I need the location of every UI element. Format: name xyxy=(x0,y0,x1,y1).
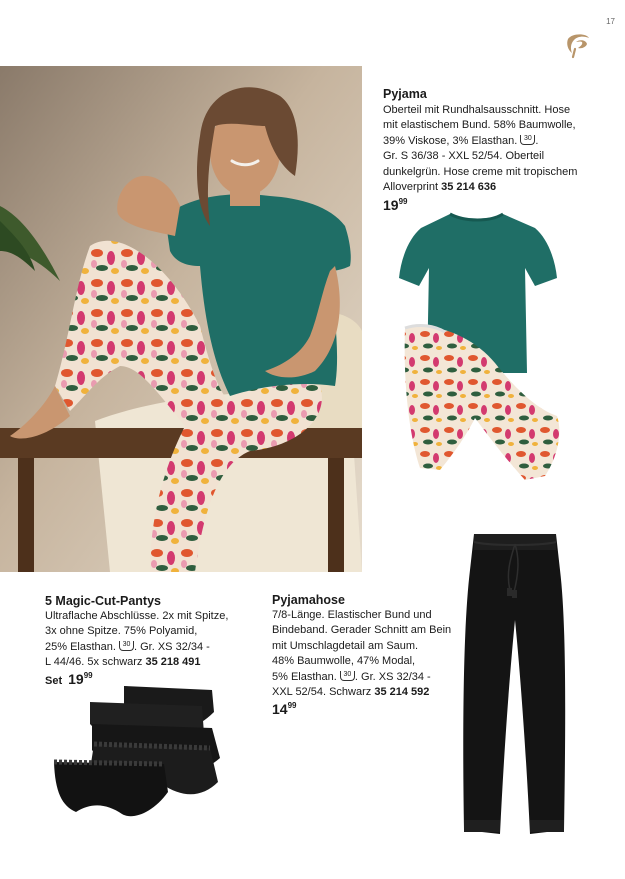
pantys-price-cents: 99 xyxy=(83,671,93,680)
pantys-desc-line: 25% Elasthan. 30 . Gr. XS 32/34 - xyxy=(45,640,210,653)
pyjama-price-cents: 99 xyxy=(398,197,408,206)
pyjama-product-image xyxy=(395,208,565,488)
page-number: 17 xyxy=(606,17,615,26)
pyjamahose-desc-line: Bindeband. Gerader Schnitt am Bein xyxy=(272,624,452,637)
pantys-set-label: Set xyxy=(45,675,63,687)
wash-temperature-icon: 30 xyxy=(119,641,134,651)
pyjamahose-desc-text: Gr. XS 32/34 - xyxy=(361,670,431,683)
pyjamahose-product-image xyxy=(460,530,570,840)
pyjama-desc-line: Oberteil mit Rundhalsausschnitt. Hose xyxy=(383,104,571,116)
pyjama-desc-text: 39% Viskose, 3% Elasthan. xyxy=(383,134,518,147)
pyjama-article-number: 35 214 636 xyxy=(441,181,497,194)
pantys-description xyxy=(45,609,275,671)
wash-temperature-icon: 30 xyxy=(520,135,535,145)
pyjamahose-price-main: 14 xyxy=(272,701,288,717)
pantys-desc-text: L 44/46. 5x schwarz xyxy=(45,656,143,669)
wash-temperature-icon: 30 xyxy=(340,671,355,681)
pyjama-desc-line: Gr. S 36/38 - XXL 52/54. Oberteil xyxy=(383,150,545,163)
pyjamahose-desc-text: XXL 52/54. Schwarz xyxy=(272,686,372,699)
pyjamahose-desc-line xyxy=(272,685,472,700)
pyjamahose-desc-line: mit Umschlagdetail am Saum. xyxy=(272,639,419,652)
pantys-article-number: 35 218 491 xyxy=(145,656,201,669)
pyjamahose-desc-line: 7/8-Länge. Elastischer Bund und xyxy=(272,609,432,621)
pyjamahose-price xyxy=(272,701,296,719)
pyjama-desc-line: mit elastischem Bund. 58% Baumwolle, xyxy=(383,119,576,132)
pyjama-desc-text: Alloverprint xyxy=(383,181,439,194)
pantys-product-image xyxy=(52,684,227,824)
pyjamahose-desc-line: 48% Baumwolle, 47% Modal, xyxy=(272,655,416,668)
pyjama-desc-line: dunkelgrün. Hose creme mit tropischem xyxy=(383,165,578,178)
pyjama-price-main: 19 xyxy=(383,197,399,213)
pantys-desc-text: Gr. XS 32/34 - xyxy=(140,640,210,653)
pyjama-desc-line xyxy=(383,180,623,195)
pyjamahose-desc-line: 5% Elasthan. 30 . Gr. XS 32/34 - xyxy=(272,670,431,683)
pantys-price-main: 19 xyxy=(68,671,84,687)
pantys-desc-line: 3x ohne Spitze. 75% Polyamid, xyxy=(45,625,198,638)
pyjamahose-price-cents: 99 xyxy=(287,701,297,710)
pyjamahose-title: Pyjamahose xyxy=(272,593,345,607)
brand-logo-icon xyxy=(562,30,594,60)
pyjamahose-desc-text: 5% Elasthan. xyxy=(272,670,337,683)
pantys-desc-line: Ultraflache Abschlüsse. 2x mit Spitze, xyxy=(45,610,229,622)
pyjama-desc-line: 39% Viskose, 3% Elasthan. 30 . xyxy=(383,134,539,147)
pantys-desc-text: 25% Elasthan. xyxy=(45,640,116,653)
pantys-title: 5 Magic-Cut-Pantys xyxy=(45,594,161,608)
pyjama-description xyxy=(383,103,623,195)
pantys-desc-line xyxy=(45,655,275,670)
pyjama-title: Pyjama xyxy=(383,87,427,101)
pyjamahose-description xyxy=(272,608,472,700)
pyjamahose-article-number: 35 214 592 xyxy=(374,686,430,699)
lifestyle-photo xyxy=(0,66,362,572)
